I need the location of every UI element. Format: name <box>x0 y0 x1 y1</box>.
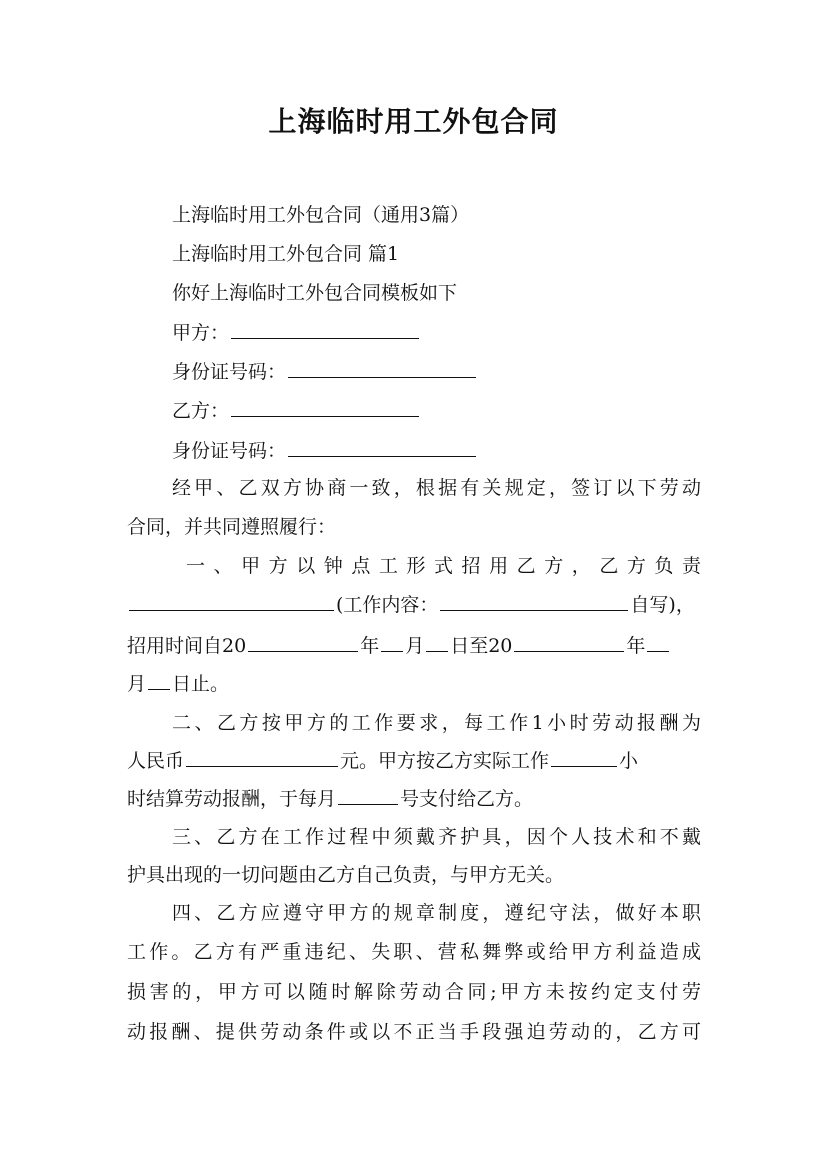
intro-paragraph-line-2: 合同，并共同遵照履行： <box>127 516 337 538</box>
clause-3-line-2: 护具出现的一切问题由乙方自己负责，与甲方无关。 <box>127 864 565 886</box>
subtitle-line: 上海临时用工外包合同（通用3篇） <box>172 204 470 226</box>
party-b-label: 乙方： <box>172 400 230 422</box>
id-b-blank <box>288 438 476 457</box>
party-b-field <box>172 396 421 423</box>
clause-4-text-3: 损害的，甲方可以随时解除劳动合同;甲方未按约定支付劳 <box>127 981 701 1003</box>
intro-text-1: 经甲、乙双方协商一致，根据有关规定，签订以下劳动 <box>172 477 701 499</box>
clause-2-line-2 <box>127 746 701 773</box>
clause-4-text-4: 动报酬、提供劳动条件或以不正当手段强迫劳动的，乙方可 <box>127 1021 701 1043</box>
section-heading: 上海临时用工外包合同 篇1 <box>172 243 400 265</box>
end-year-label: 日至20 <box>450 635 513 657</box>
clause-2-line-1 <box>172 708 701 735</box>
id-a-field <box>172 357 478 384</box>
work-content-note: 自写)， <box>630 594 695 616</box>
clause-4-line-3 <box>127 977 701 1004</box>
clause-4-text-2: 工作。乙方有严重违纪、失职、营私舞弊或给甲方利益造成 <box>127 941 701 963</box>
work-blank <box>129 592 334 611</box>
intro-line: 你好上海临时工外包合同模板如下 <box>172 282 458 304</box>
party-a-blank <box>231 320 419 339</box>
clause-4-line-1 <box>172 898 701 925</box>
clause-1-line-4 <box>127 669 701 696</box>
intro-paragraph-line-1 <box>172 473 701 500</box>
start-year-label: 招用时间自20 <box>127 635 247 657</box>
id-a-label: 身份证号码： <box>172 361 287 383</box>
year-unit: 年 <box>360 635 380 657</box>
start-month-blank <box>381 633 403 652</box>
end-month-unit: 月 <box>127 673 147 695</box>
start-day-blank <box>426 633 448 652</box>
end-month-blank <box>647 633 669 652</box>
clause-4-line-2 <box>127 937 701 964</box>
clause-1-line-2 <box>127 590 701 617</box>
clause-4-line-4 <box>127 1017 701 1044</box>
settlement-label: 时结算劳动报酬，于每月 <box>127 788 337 810</box>
month-unit: 月 <box>405 635 425 657</box>
party-b-blank <box>231 398 419 417</box>
hours-blank <box>551 748 617 767</box>
clause-1-text-1: 一、甲方以钟点工形式招用乙方，乙方负责 <box>186 555 701 577</box>
work-content-label: (工作内容： <box>336 594 439 616</box>
clause-1-line-3 <box>127 631 701 658</box>
id-a-blank <box>288 359 476 378</box>
clause-1-line-1 <box>186 551 701 578</box>
party-a-label: 甲方： <box>172 322 230 344</box>
party-a-field <box>172 318 421 345</box>
pay-day-blank <box>338 786 398 805</box>
document-title: 上海临时用工外包合同 <box>268 105 559 138</box>
clause-4-text-1: 四、乙方应遵守甲方的规章制度，遵纪守法，做好本职 <box>172 902 701 924</box>
clause-3-line-1 <box>172 822 701 849</box>
end-year-blank <box>514 633 624 652</box>
wage-blank <box>186 748 338 767</box>
work-content-blank <box>440 592 628 611</box>
actual-work-label: 元。甲方按乙方实际工作 <box>340 750 550 772</box>
clause-2-text-1: 二、乙方按甲方的工作要求，每工作1小时劳动报酬为 <box>172 712 701 734</box>
end-label: 日止。 <box>172 673 230 695</box>
id-b-label: 身份证号码： <box>172 440 287 462</box>
end-day-blank <box>148 671 170 690</box>
currency-label: 人民币 <box>127 750 185 772</box>
id-b-field <box>172 436 478 463</box>
pay-day-label: 号支付给乙方。 <box>400 788 534 810</box>
clause-2-line-3 <box>127 784 701 811</box>
clause-3-text-1: 三、乙方在工作过程中须戴齐护具，因个人技术和不戴 <box>172 826 701 848</box>
end-year-unit: 年 <box>626 635 646 657</box>
start-year-blank <box>248 633 358 652</box>
hours-unit: 小 <box>619 750 639 772</box>
